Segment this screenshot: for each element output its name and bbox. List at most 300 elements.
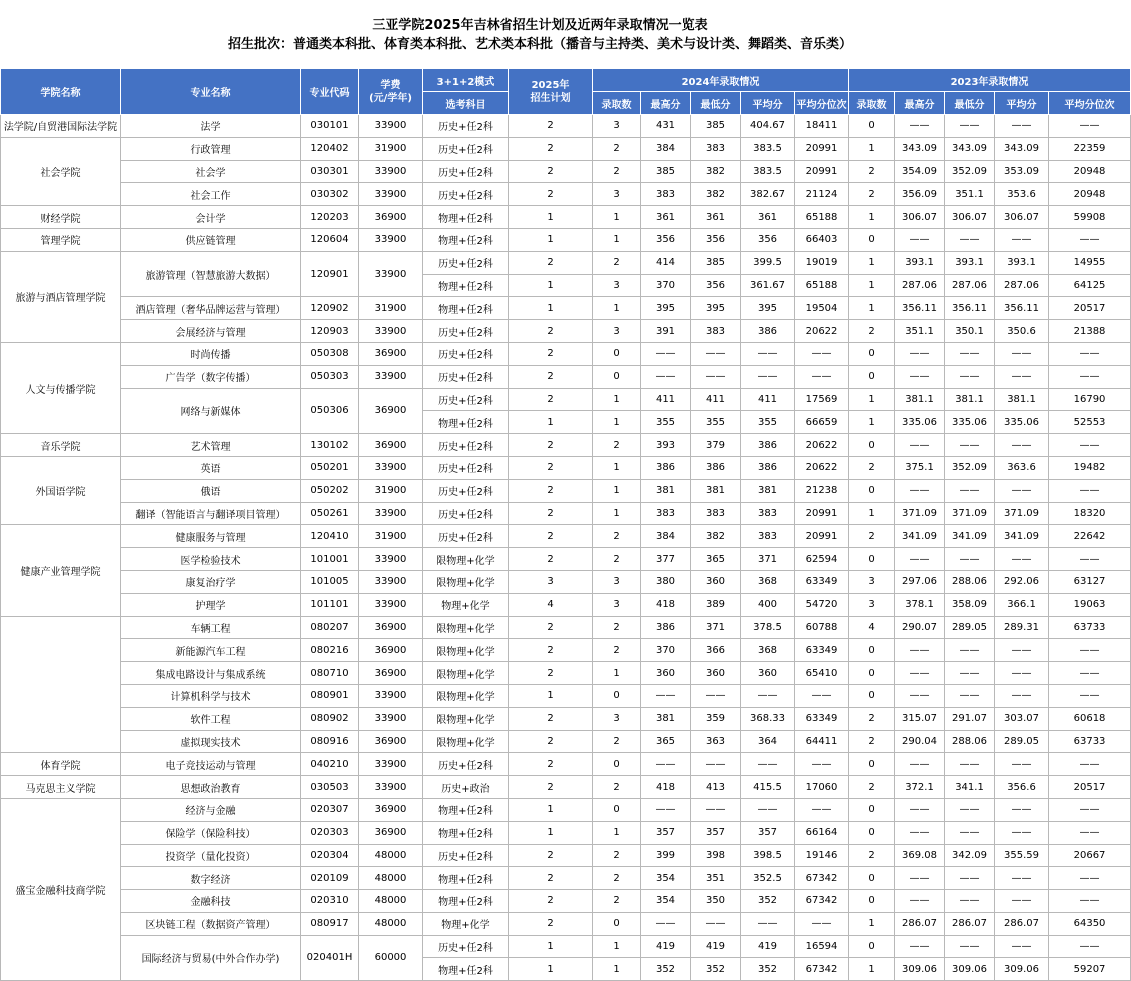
- min-2023-cell: 351.1: [945, 183, 995, 206]
- rank-2024-cell: 66164: [795, 821, 849, 844]
- min-2023-cell: ——: [945, 548, 995, 571]
- header-rank-2024: 平均分位次: [795, 92, 849, 115]
- max-2023-cell: 381.1: [895, 388, 945, 411]
- count-2023-cell: 0: [849, 115, 895, 138]
- major-cell: 投资学（量化投资）: [121, 844, 301, 867]
- rank-2023-cell: ——: [1049, 639, 1131, 662]
- max-2023-cell: 290.07: [895, 616, 945, 639]
- major-cell: 康复治疗学: [121, 570, 301, 593]
- code-cell: 020303: [301, 821, 359, 844]
- min-2023-cell: 358.09: [945, 593, 995, 616]
- major-cell: 时尚传播: [121, 342, 301, 365]
- fee-cell: 33900: [359, 160, 423, 183]
- fee-cell: 31900: [359, 479, 423, 502]
- table-row: [1, 115, 1131, 138]
- fee-cell: 36900: [359, 434, 423, 457]
- table-row: [1, 593, 1131, 616]
- subject-cell: 历史+政治: [423, 776, 509, 799]
- count-2023-cell: 2: [849, 844, 895, 867]
- fee-cell: 31900: [359, 525, 423, 548]
- table-row: [1, 434, 1131, 457]
- count-2023-cell: 1: [849, 912, 895, 935]
- count-2023-cell: 0: [849, 662, 895, 685]
- major-cell: 国际经济与贸易(中外合作办学): [121, 935, 301, 981]
- count-2024-cell: 3: [593, 593, 641, 616]
- max-2023-cell: ——: [895, 639, 945, 662]
- min-2024-cell: 360: [691, 570, 741, 593]
- major-cell: 广告学（数字传播）: [121, 365, 301, 388]
- max-2024-cell: ——: [641, 342, 691, 365]
- avg-2023-cell: 289.31: [995, 616, 1049, 639]
- max-2023-cell: ——: [895, 548, 945, 571]
- min-2024-cell: 379: [691, 434, 741, 457]
- min-2024-cell: 351: [691, 867, 741, 890]
- rank-2024-cell: 20622: [795, 434, 849, 457]
- count-2024-cell: 2: [593, 160, 641, 183]
- code-cell: 120902: [301, 297, 359, 320]
- count-2023-cell: 0: [849, 479, 895, 502]
- rank-2023-cell: ——: [1049, 935, 1131, 958]
- table-row: [1, 456, 1131, 479]
- avg-2024-cell: 386: [741, 456, 795, 479]
- avg-2024-cell: 386: [741, 320, 795, 343]
- rank-2024-cell: 20622: [795, 456, 849, 479]
- plan-cell: 1: [509, 411, 593, 434]
- table-row: [1, 684, 1131, 707]
- count-2023-cell: 2: [849, 320, 895, 343]
- plan-cell: 2: [509, 730, 593, 753]
- code-cell: 050308: [301, 342, 359, 365]
- rank-2024-cell: 54720: [795, 593, 849, 616]
- count-2023-cell: 1: [849, 411, 895, 434]
- fee-cell: 33900: [359, 228, 423, 251]
- table-row: [1, 890, 1131, 913]
- rank-2023-cell: 60618: [1049, 707, 1131, 730]
- max-2023-cell: 356.09: [895, 183, 945, 206]
- min-2024-cell: 382: [691, 160, 741, 183]
- count-2023-cell: 1: [849, 297, 895, 320]
- avg-2023-cell: 353.6: [995, 183, 1049, 206]
- max-2024-cell: 399: [641, 844, 691, 867]
- header-mode: 3+1+2模式: [423, 69, 509, 92]
- avg-2023-cell: 292.06: [995, 570, 1049, 593]
- max-2024-cell: 411: [641, 388, 691, 411]
- avg-2023-cell: ——: [995, 115, 1049, 138]
- min-2023-cell: ——: [945, 684, 995, 707]
- fee-cell: 48000: [359, 912, 423, 935]
- code-cell: 120903: [301, 320, 359, 343]
- avg-2023-cell: ——: [995, 434, 1049, 457]
- code-cell: 120901: [301, 251, 359, 297]
- max-2024-cell: ——: [641, 912, 691, 935]
- table-row: [1, 548, 1131, 571]
- avg-2024-cell: 378.5: [741, 616, 795, 639]
- avg-2024-cell: ——: [741, 798, 795, 821]
- rank-2024-cell: 16594: [795, 935, 849, 958]
- table-row: [1, 251, 1131, 274]
- min-2024-cell: ——: [691, 798, 741, 821]
- min-2024-cell: 419: [691, 935, 741, 958]
- rank-2024-cell: 65188: [795, 274, 849, 297]
- plan-cell: 2: [509, 867, 593, 890]
- plan-cell: 1: [509, 297, 593, 320]
- count-2024-cell: 2: [593, 730, 641, 753]
- count-2024-cell: 0: [593, 912, 641, 935]
- min-2023-cell: 341.1: [945, 776, 995, 799]
- avg-2023-cell: 306.07: [995, 206, 1049, 229]
- header-college: 学院名称: [1, 69, 121, 115]
- count-2024-cell: 2: [593, 548, 641, 571]
- plan-cell: 3: [509, 570, 593, 593]
- avg-2024-cell: 411: [741, 388, 795, 411]
- major-cell: 思想政治教育: [121, 776, 301, 799]
- college-cell: [1, 616, 121, 753]
- subject-cell: 物理+任2科: [423, 206, 509, 229]
- rank-2023-cell: ——: [1049, 821, 1131, 844]
- rank-2024-cell: ——: [795, 798, 849, 821]
- min-2024-cell: 413: [691, 776, 741, 799]
- page-subtitle: 招生批次：普通类本科批、体育类本科批、艺术类本科批（播音与主持类、美术与设计类、舞蹈类、音乐类）: [227, 37, 852, 52]
- avg-2024-cell: 371: [741, 548, 795, 571]
- min-2023-cell: 342.09: [945, 844, 995, 867]
- count-2023-cell: 1: [849, 251, 895, 274]
- max-2023-cell: 306.07: [895, 206, 945, 229]
- count-2024-cell: 3: [593, 570, 641, 593]
- count-2023-cell: 2: [849, 730, 895, 753]
- college-cell: 马克思主义学院: [1, 776, 121, 799]
- min-2024-cell: ——: [691, 365, 741, 388]
- subject-cell: 物理+化学: [423, 912, 509, 935]
- subject-cell: 历史+任2科: [423, 115, 509, 138]
- min-2024-cell: 381: [691, 479, 741, 502]
- fee-cell: 36900: [359, 639, 423, 662]
- code-cell: 101001: [301, 548, 359, 571]
- avg-2024-cell: ——: [741, 342, 795, 365]
- fee-cell: 31900: [359, 297, 423, 320]
- subject-cell: 历史+任2科: [423, 844, 509, 867]
- count-2024-cell: 3: [593, 274, 641, 297]
- table-row: [1, 365, 1131, 388]
- major-cell: 保险学（保险科技）: [121, 821, 301, 844]
- rank-2024-cell: 65410: [795, 662, 849, 685]
- table-row: [1, 616, 1131, 639]
- table-row: [1, 730, 1131, 753]
- fee-cell: 33900: [359, 593, 423, 616]
- rank-2024-cell: ——: [795, 684, 849, 707]
- fee-cell: 36900: [359, 821, 423, 844]
- subject-cell: 物理+任2科: [423, 890, 509, 913]
- rank-2023-cell: ——: [1049, 867, 1131, 890]
- subject-cell: 历史+任2科: [423, 434, 509, 457]
- page-title: 三亚学院2025年吉林省招生计划及近两年录取情况一览表: [372, 18, 708, 33]
- avg-2024-cell: 364: [741, 730, 795, 753]
- min-2023-cell: 381.1: [945, 388, 995, 411]
- min-2024-cell: 356: [691, 228, 741, 251]
- avg-2024-cell: ——: [741, 912, 795, 935]
- code-cell: 050261: [301, 502, 359, 525]
- max-2023-cell: 371.09: [895, 502, 945, 525]
- major-cell: 法学: [121, 115, 301, 138]
- max-2023-cell: ——: [895, 115, 945, 138]
- table-row: [1, 662, 1131, 685]
- max-2024-cell: 361: [641, 206, 691, 229]
- table-row: [1, 935, 1131, 958]
- avg-2024-cell: 381: [741, 479, 795, 502]
- rank-2023-cell: 64350: [1049, 912, 1131, 935]
- avg-2024-cell: 356: [741, 228, 795, 251]
- count-2024-cell: 3: [593, 320, 641, 343]
- max-2023-cell: 309.06: [895, 958, 945, 981]
- plan-cell: 2: [509, 320, 593, 343]
- rank-2024-cell: 17060: [795, 776, 849, 799]
- count-2024-cell: 2: [593, 525, 641, 548]
- avg-2024-cell: 361: [741, 206, 795, 229]
- fee-cell: 36900: [359, 798, 423, 821]
- rank-2023-cell: 63127: [1049, 570, 1131, 593]
- avg-2023-cell: 287.06: [995, 274, 1049, 297]
- min-2023-cell: ——: [945, 365, 995, 388]
- count-2024-cell: 1: [593, 958, 641, 981]
- fee-cell: 33900: [359, 183, 423, 206]
- subject-cell: 限物理+化学: [423, 616, 509, 639]
- rank-2024-cell: 19146: [795, 844, 849, 867]
- code-cell: 120604: [301, 228, 359, 251]
- rank-2023-cell: ——: [1049, 684, 1131, 707]
- max-2023-cell: 369.08: [895, 844, 945, 867]
- college-cell: 管理学院: [1, 228, 121, 251]
- count-2024-cell: 0: [593, 365, 641, 388]
- max-2023-cell: ——: [895, 342, 945, 365]
- plan-cell: 2: [509, 753, 593, 776]
- count-2024-cell: 1: [593, 502, 641, 525]
- rank-2024-cell: 60788: [795, 616, 849, 639]
- min-2024-cell: 389: [691, 593, 741, 616]
- count-2023-cell: 0: [849, 798, 895, 821]
- count-2024-cell: 3: [593, 115, 641, 138]
- plan-cell: 1: [509, 206, 593, 229]
- count-2024-cell: 0: [593, 684, 641, 707]
- max-2023-cell: 287.06: [895, 274, 945, 297]
- min-2024-cell: 385: [691, 115, 741, 138]
- plan-cell: 2: [509, 912, 593, 935]
- max-2023-cell: 351.1: [895, 320, 945, 343]
- max-2024-cell: 383: [641, 183, 691, 206]
- code-cell: 040210: [301, 753, 359, 776]
- major-cell: 集成电路设计与集成系统: [121, 662, 301, 685]
- min-2024-cell: 371: [691, 616, 741, 639]
- rank-2024-cell: 63349: [795, 707, 849, 730]
- college-cell: 体育学院: [1, 753, 121, 776]
- college-cell: 盛宝金融科技商学院: [1, 798, 121, 980]
- avg-2023-cell: ——: [995, 365, 1049, 388]
- rank-2023-cell: 59908: [1049, 206, 1131, 229]
- avg-2023-cell: ——: [995, 662, 1049, 685]
- college-cell: 健康产业管理学院: [1, 525, 121, 616]
- header-plan: 2025年 招生计划: [509, 69, 593, 115]
- code-cell: 030101: [301, 115, 359, 138]
- min-2024-cell: 382: [691, 525, 741, 548]
- min-2023-cell: ——: [945, 890, 995, 913]
- plan-cell: 2: [509, 365, 593, 388]
- header-code: 专业代码: [301, 69, 359, 115]
- subject-cell: 历史+任2科: [423, 388, 509, 411]
- max-2024-cell: 381: [641, 707, 691, 730]
- college-cell: 人文与传播学院: [1, 342, 121, 433]
- count-2024-cell: 2: [593, 890, 641, 913]
- header-avg-2024: 平均分: [741, 92, 795, 115]
- college-cell: 音乐学院: [1, 434, 121, 457]
- min-2023-cell: ——: [945, 479, 995, 502]
- count-2024-cell: 0: [593, 753, 641, 776]
- rank-2023-cell: 22359: [1049, 137, 1131, 160]
- max-2024-cell: ——: [641, 684, 691, 707]
- min-2024-cell: ——: [691, 912, 741, 935]
- avg-2023-cell: 341.09: [995, 525, 1049, 548]
- fee-cell: 33900: [359, 707, 423, 730]
- code-cell: 020310: [301, 890, 359, 913]
- plan-cell: 1: [509, 228, 593, 251]
- avg-2023-cell: ——: [995, 798, 1049, 821]
- avg-2024-cell: 404.67: [741, 115, 795, 138]
- header-max-2023: 最高分: [895, 92, 945, 115]
- table-row: [1, 821, 1131, 844]
- min-2023-cell: 341.09: [945, 525, 995, 548]
- plan-cell: 2: [509, 160, 593, 183]
- avg-2023-cell: 356.6: [995, 776, 1049, 799]
- rank-2023-cell: ——: [1049, 365, 1131, 388]
- code-cell: 080207: [301, 616, 359, 639]
- avg-2024-cell: 360: [741, 662, 795, 685]
- rank-2024-cell: 20991: [795, 502, 849, 525]
- min-2023-cell: 289.05: [945, 616, 995, 639]
- fee-cell: 36900: [359, 616, 423, 639]
- plan-cell: 2: [509, 525, 593, 548]
- header-min-2023: 最低分: [945, 92, 995, 115]
- fee-cell: 33900: [359, 456, 423, 479]
- max-2024-cell: 395: [641, 297, 691, 320]
- max-2024-cell: ——: [641, 753, 691, 776]
- plan-cell: 2: [509, 388, 593, 411]
- count-2023-cell: 0: [849, 548, 895, 571]
- avg-2024-cell: 361.67: [741, 274, 795, 297]
- code-cell: 101101: [301, 593, 359, 616]
- major-cell: 会计学: [121, 206, 301, 229]
- table-row: [1, 388, 1131, 411]
- subject-cell: 物理+化学: [423, 593, 509, 616]
- min-2023-cell: 393.1: [945, 251, 995, 274]
- count-2024-cell: 1: [593, 662, 641, 685]
- max-2023-cell: 341.09: [895, 525, 945, 548]
- rank-2023-cell: ——: [1049, 798, 1131, 821]
- count-2023-cell: 1: [849, 388, 895, 411]
- max-2023-cell: ——: [895, 684, 945, 707]
- major-cell: 会展经济与管理: [121, 320, 301, 343]
- fee-cell: 60000: [359, 935, 423, 981]
- subject-cell: 物理+任2科: [423, 867, 509, 890]
- avg-2024-cell: 383.5: [741, 160, 795, 183]
- major-cell: 区块链工程（数据资产管理）: [121, 912, 301, 935]
- rank-2023-cell: 20948: [1049, 183, 1131, 206]
- college-cell: 财经学院: [1, 206, 121, 229]
- major-cell: 金融科技: [121, 890, 301, 913]
- rank-2024-cell: 67342: [795, 958, 849, 981]
- rank-2023-cell: 20948: [1049, 160, 1131, 183]
- code-cell: 120203: [301, 206, 359, 229]
- plan-cell: 1: [509, 274, 593, 297]
- major-cell: 电子竞技运动与管理: [121, 753, 301, 776]
- max-2024-cell: 360: [641, 662, 691, 685]
- min-2024-cell: 386: [691, 456, 741, 479]
- avg-2023-cell: 363.6: [995, 456, 1049, 479]
- subject-cell: 历史+任2科: [423, 342, 509, 365]
- subject-cell: 物理+任2科: [423, 958, 509, 981]
- min-2023-cell: 352.09: [945, 456, 995, 479]
- rank-2023-cell: 18320: [1049, 502, 1131, 525]
- avg-2023-cell: 393.1: [995, 251, 1049, 274]
- min-2024-cell: 359: [691, 707, 741, 730]
- max-2023-cell: ——: [895, 798, 945, 821]
- count-2024-cell: 2: [593, 639, 641, 662]
- table-row: [1, 570, 1131, 593]
- code-cell: 080902: [301, 707, 359, 730]
- max-2023-cell: ——: [895, 753, 945, 776]
- code-cell: 101005: [301, 570, 359, 593]
- table-row: [1, 639, 1131, 662]
- subject-cell: 限物理+化学: [423, 570, 509, 593]
- count-2024-cell: 2: [593, 251, 641, 274]
- rank-2024-cell: 20991: [795, 525, 849, 548]
- max-2023-cell: 378.1: [895, 593, 945, 616]
- count-2023-cell: 1: [849, 137, 895, 160]
- rank-2024-cell: 67342: [795, 890, 849, 913]
- plan-cell: 2: [509, 115, 593, 138]
- max-2024-cell: 431: [641, 115, 691, 138]
- avg-2023-cell: ——: [995, 821, 1049, 844]
- avg-2023-cell: ——: [995, 548, 1049, 571]
- rank-2023-cell: 19482: [1049, 456, 1131, 479]
- header-2023: 2023年录取情况: [849, 69, 1131, 92]
- rank-2023-cell: 19063: [1049, 593, 1131, 616]
- subject-cell: 历史+任2科: [423, 320, 509, 343]
- count-2024-cell: 1: [593, 228, 641, 251]
- min-2023-cell: 335.06: [945, 411, 995, 434]
- max-2024-cell: 370: [641, 639, 691, 662]
- count-2023-cell: 1: [849, 206, 895, 229]
- max-2023-cell: 286.07: [895, 912, 945, 935]
- rank-2023-cell: 64125: [1049, 274, 1131, 297]
- min-2023-cell: 371.09: [945, 502, 995, 525]
- max-2023-cell: 356.11: [895, 297, 945, 320]
- subject-cell: 历史+任2科: [423, 525, 509, 548]
- code-cell: 030503: [301, 776, 359, 799]
- count-2023-cell: 2: [849, 160, 895, 183]
- code-cell: 080901: [301, 684, 359, 707]
- count-2024-cell: 2: [593, 137, 641, 160]
- header-major: 专业名称: [121, 69, 301, 115]
- min-2023-cell: ——: [945, 434, 995, 457]
- count-2024-cell: 3: [593, 707, 641, 730]
- major-cell: 社会学: [121, 160, 301, 183]
- min-2024-cell: 383: [691, 137, 741, 160]
- rank-2024-cell: 64411: [795, 730, 849, 753]
- min-2023-cell: ——: [945, 228, 995, 251]
- min-2024-cell: 355: [691, 411, 741, 434]
- count-2023-cell: 0: [849, 684, 895, 707]
- subject-cell: 限物理+化学: [423, 707, 509, 730]
- fee-cell: 48000: [359, 844, 423, 867]
- fee-cell: 33900: [359, 776, 423, 799]
- max-2023-cell: 297.06: [895, 570, 945, 593]
